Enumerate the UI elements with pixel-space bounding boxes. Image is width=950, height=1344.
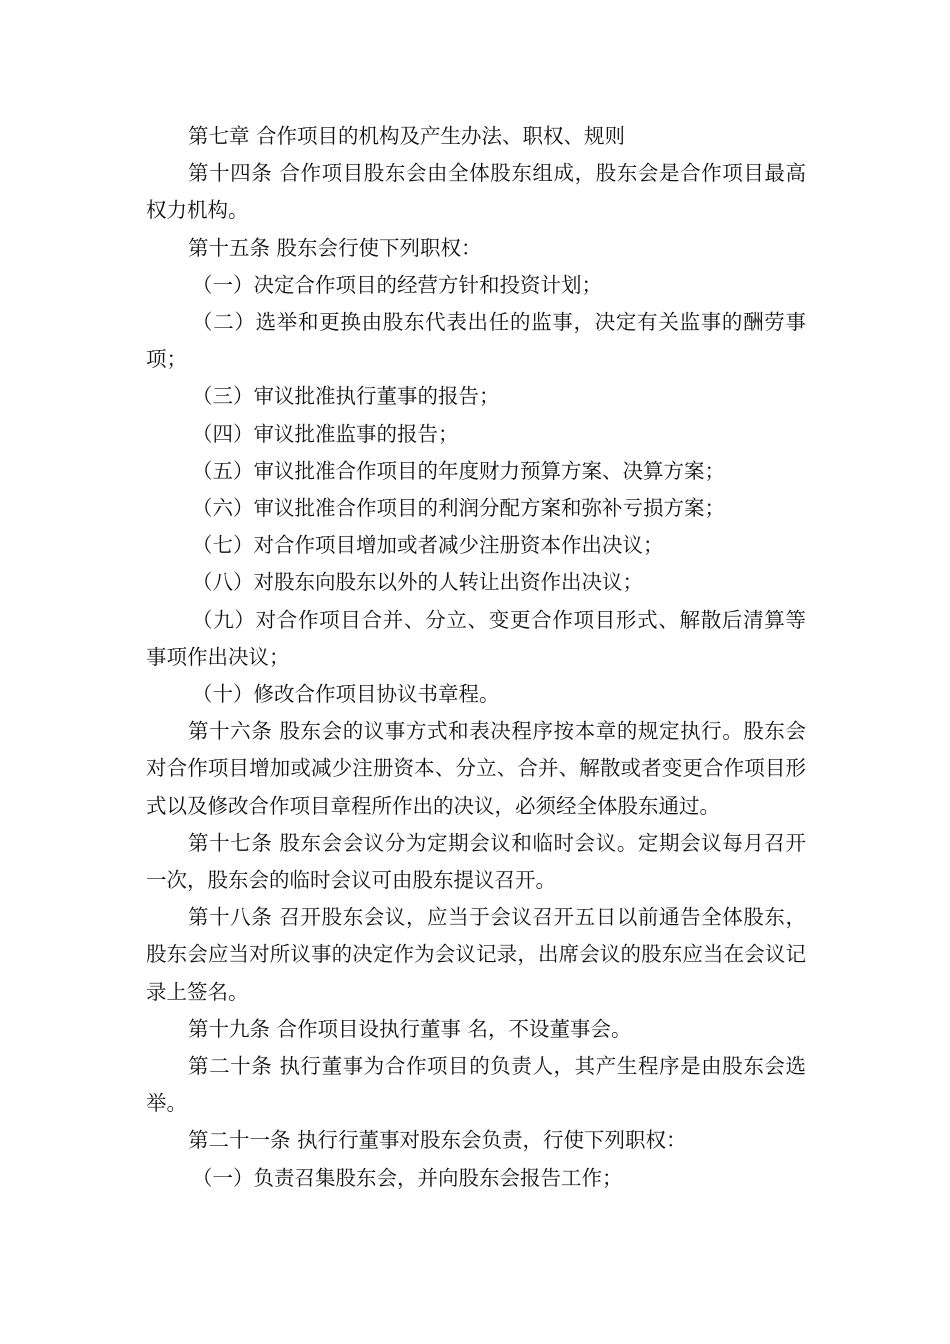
article-17: 第十七条 股东会会议分为定期会议和临时会议。定期会议每月召开一次，股东会的临时会议可由股东提议召开。 — [146, 830, 806, 893]
article-21: 第二十一条 执行行董事对股东会负责，行使下列职权： — [188, 1128, 687, 1153]
article-15-item-1: （一）决定合作项目的经营方针和投资计划； — [192, 272, 602, 297]
article-21-item-1: （一）负责召集股东会，并向股东会报告工作； — [192, 1165, 623, 1190]
article-15-item-10: （十）修改合作项目协议书章程。 — [192, 682, 500, 707]
article-15-item-8: （八）对股东向股东以外的人转让出资作出决议； — [192, 570, 643, 595]
article-15-item-6: （六）审议批准合作项目的利润分配方案和弥补亏损方案； — [192, 496, 725, 521]
article-15-item-9: （九）对合作项目合并、分立、变更合作项目形式、解散后清算等事项作出决议； — [146, 607, 806, 669]
chapter-heading: 第七章 合作项目的机构及产生办法、职权、规则 — [188, 124, 626, 148]
article-15-item-3: （三）审议批准执行董事的报告； — [192, 384, 500, 409]
article-15-item-7: （七）对合作项目增加或者减少注册资本作出决议； — [192, 533, 664, 558]
article-15: 第十五条 股东会行使下列职权： — [188, 235, 482, 260]
article-20: 第二十条 执行董事为合作项目的负责人，其产生程序是由股东会选举。 — [146, 1054, 806, 1116]
article-19: 第十九条 合作项目设执行董事 名，不设董事会。 — [188, 1016, 632, 1041]
article-15-item-4: （四）审议批准监事的报告； — [192, 421, 459, 446]
article-16: 第十六条 股东会的议事方式和表决程序按本章的规定执行。股东会对合作项目增加或减少注册资本、分立、合并、解散或者变更合作项目形式以及修改合作项目章程所作出的决议，必须经全体股东通过。 — [146, 719, 806, 818]
document-page — [146, 118, 806, 1197]
article-15-item-5: （五）审议批准合作项目的年度财力预算方案、决算方案； — [192, 458, 725, 483]
article-14: 第十四条 合作项目股东会由全体股东组成，股东会是合作项目最高权力机构。 — [146, 161, 806, 223]
article-15-item-2: （二）选举和更换由股东代表出任的监事，决定有关监事的酬劳事项； — [146, 310, 806, 372]
article-18: 第十八条 召开股东会议，应当于会议召开五日以前通告全体股东，股东会应当对所议事的决定作为会议记录，出席会议的股东应当在会议记录上签名。 — [146, 905, 806, 1004]
